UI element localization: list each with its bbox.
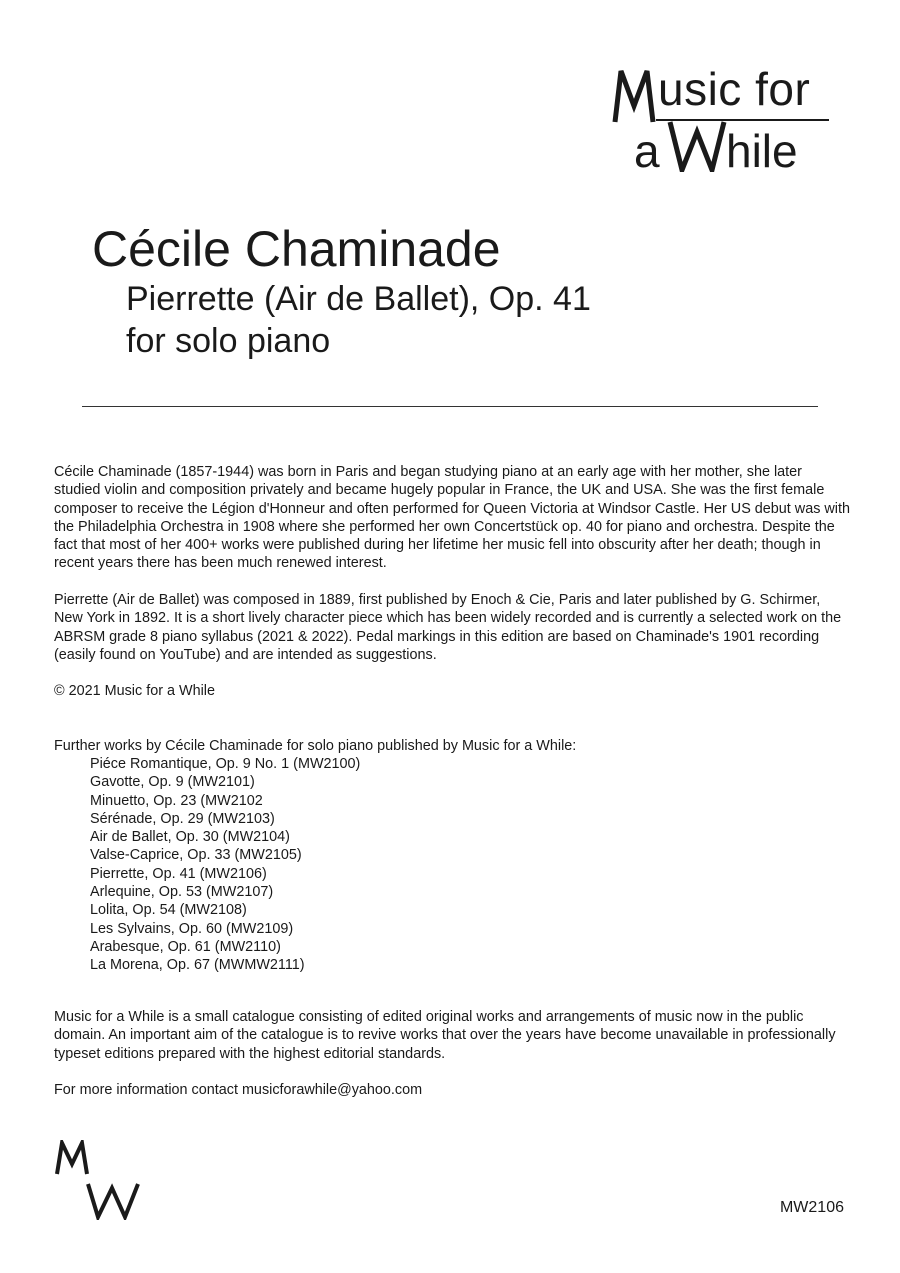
list-item: La Morena, Op. 67 (MWMW2111) (90, 957, 305, 974)
further-works-list (90, 755, 360, 975)
further-works-heading: Further works by Cécile Chaminade for solo piano published by Music for a While: (54, 738, 577, 754)
copyright-notice: © 2021 Music for a While (54, 683, 215, 699)
list-item: Piéce Romantique, Op. 9 No. 1 (MW2100) (90, 756, 361, 772)
work-description-paragraph: Pierrette (Air de Ballet) was composed in 1889, first published by Enoch & Cie, Paris and later published by G. Schirmer, New York in 1892. It is a short lively character piece which has been widely recorded and is currently a selected work on the ABRSM grade 8 piano syllabus (2021 & 2022). Pedal markings in this edition are based on Chaminade's 1901 recording (easily found on YouTube) and are intended as suggestions. (54, 592, 842, 663)
logo-line2-b-text: hile (726, 125, 798, 177)
music-for-a-while-logo (612, 62, 836, 180)
list-item: Minuetto, Op. 23 (MW2102 (90, 792, 263, 809)
list-item: Lolita, Op. 54 (MW2108) (90, 902, 247, 919)
instrumentation: for solo piano (126, 322, 331, 360)
list-item: Sérénade, Op. 29 (MW2103) (90, 810, 275, 827)
catalogue-description-paragraph: Music for a While is a small catalogue consisting of edited original works and arrangements of music now in the public domain. An important aim of the catalogue is to revive works that over the years have become unavailable in professionally typeset editions prepared with the highest editorial standards. (54, 1009, 836, 1062)
contact-line: For more information contact musicforawhile@yahoo.com (54, 1082, 423, 1098)
list-item: Les Sylvains, Op. 60 (MW2109) (90, 920, 294, 937)
list-item: Valse-Caprice, Op. 33 (MW2105) (90, 847, 302, 864)
biography-paragraph: Cécile Chaminade (1857-1944) was born in Paris and began studying piano at an early age with her mother, she later studied violin and composition privately and became hugely popular in France, the UK and USA. She was the first female composer to receive the Légion d'Honneur and often performed for Queen Victoria at Windsor Castle. Her US debut was with the Philadelphia Orchestra in 1908 where she performed her own Concertstück op. 40 for piano and orchestra. Despite the fact that most of her 400+ works were published during her lifetime her music fell into obscurity after her death; though in recent years there has been much renewed interest. (54, 464, 850, 572)
title-divider (82, 406, 818, 407)
composer-name: Cécile Chaminade (92, 221, 501, 277)
mw-monogram-logo-icon (54, 1140, 142, 1220)
list-item: Air de Ballet, Op. 30 (MW2104) (90, 829, 290, 846)
work-title: Pierrette (Air de Ballet), Op. 41 (126, 280, 591, 318)
list-item: Arabesque, Op. 61 (MW2110) (90, 938, 281, 955)
logo-line2-a-text: a (634, 125, 660, 177)
list-item: Gavotte, Op. 9 (MW2101) (90, 774, 255, 791)
list-item: Arlequine, Op. 53 (MW2107) (90, 884, 274, 901)
logo-w-glyph-icon (667, 120, 727, 172)
logo-m-glyph-icon (612, 68, 656, 124)
logo-line1-text: usic for (658, 63, 811, 115)
catalog-number: MW2106 (779, 1199, 844, 1216)
list-item: Pierrette, Op. 41 (MW2106) (90, 865, 267, 882)
